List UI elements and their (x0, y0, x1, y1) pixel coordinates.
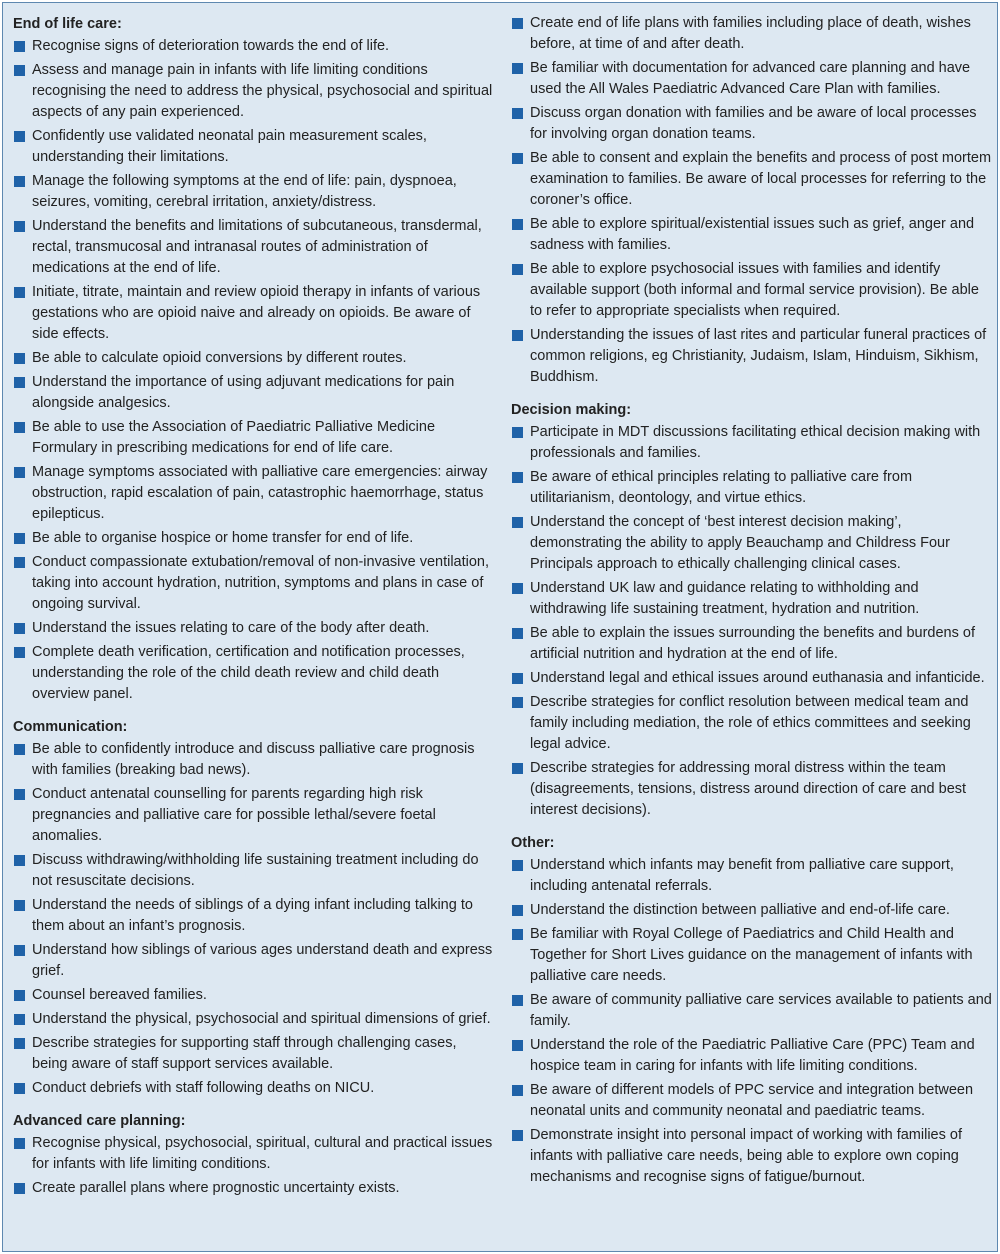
list-item (13, 1009, 495, 1030)
right-column (511, 13, 993, 1191)
square-bullet-icon (14, 221, 25, 232)
square-bullet-icon (14, 900, 25, 911)
list-item (511, 103, 993, 145)
list-item (13, 940, 495, 982)
square-bullet-icon (14, 623, 25, 634)
list-item-text: Understand the benefits and limitations of subcutaneous, transdermal, rectal, transmucosal and intranasal routes of administration of medications at the end of life. (32, 218, 482, 276)
list-item (13, 1133, 495, 1175)
list-item (13, 1078, 495, 1099)
list-item (13, 850, 495, 892)
square-bullet-icon (512, 905, 523, 916)
bullet-list (511, 422, 993, 821)
list-item-text: Conduct debriefs with staff following deaths on NICU. (32, 1080, 375, 1096)
list-item (511, 214, 993, 256)
bullet-list (13, 739, 495, 1099)
list-item (511, 900, 993, 921)
section-heading: Advanced care planning: (13, 1113, 186, 1129)
list-item-text: Be aware of ethical principles relating to palliative care from utilitarianism, deontology, and virtue ethics. (530, 469, 913, 506)
list-item-text: Be able to confidently introduce and discuss palliative care prognosis with families (breaking bad news). (32, 741, 475, 778)
square-bullet-icon (14, 789, 25, 800)
square-bullet-icon (512, 63, 523, 74)
square-bullet-icon (14, 287, 25, 298)
square-bullet-icon (14, 467, 25, 478)
list-item (13, 417, 495, 459)
square-bullet-icon (512, 18, 523, 29)
square-bullet-icon (14, 1183, 25, 1194)
square-bullet-icon (512, 517, 523, 528)
square-bullet-icon (14, 744, 25, 755)
list-item-text: Discuss withdrawing/withholding life sustaining treatment including do not resuscitate decisions. (32, 852, 479, 889)
list-item-text: Manage the following symptoms at the end of life: pain, dyspnoea, seizures, vomiting, cerebral irritation, anxiety/distress. (32, 173, 457, 210)
square-bullet-icon (14, 65, 25, 76)
list-item-text: Be able to explore spiritual/existential issues such as grief, anger and sadness with families. (530, 216, 975, 253)
list-item-text: Understand the needs of siblings of a dying infant including talking to them about an infant’s prognosis. (32, 897, 473, 934)
square-bullet-icon (512, 264, 523, 275)
list-item-text: Understand the importance of using adjuvant medications for pain alongside analgesics. (32, 374, 455, 411)
square-bullet-icon (512, 427, 523, 438)
list-item-text: Complete death verification, certification and notification processes, understanding the role of the child death review and child death overview panel. (32, 644, 465, 702)
list-item-text: Be able to explain the issues surrounding the benefits and burdens of artificial nutrition and hydration at the end of life. (530, 625, 975, 662)
list-item (13, 1178, 495, 1199)
square-bullet-icon (512, 860, 523, 871)
list-item-text: Understand UK law and guidance relating to withholding and withdrawing life sustaining treatment, hydration and nutrition. (530, 580, 920, 617)
list-item-text: Understanding the issues of last rites and particular funeral practices of common religions, eg Christianity, Judaism, Islam, Hinduism, Sikhism, Buddhism. (530, 327, 987, 385)
section-communication (13, 716, 495, 1099)
list-item (13, 171, 495, 213)
square-bullet-icon (14, 1138, 25, 1149)
list-item-text: Be able to use the Association of Paediatric Palliative Medicine Formulary in prescribing medications for end of life care. (32, 419, 436, 456)
list-item (511, 692, 993, 755)
list-item (511, 259, 993, 322)
list-item-text: Recognise physical, psychosocial, spiritual, cultural and practical issues for infants with life limiting conditions. (32, 1135, 493, 1172)
list-item-text: Counsel bereaved families. (32, 987, 207, 1003)
list-item-text: Understand the role of the Paediatric Palliative Care (PPC) Team and hospice team in caring for infants with life limiting conditions. (530, 1037, 975, 1074)
list-item-text: Manage symptoms associated with palliative care emergencies: airway obstruction, rapid escalation of pain, catastrophic haemorrhage, status epilepticus. (32, 464, 488, 522)
section-decision-making (511, 399, 993, 821)
square-bullet-icon (14, 533, 25, 544)
list-item-text: Understand the physical, psychosocial and spiritual dimensions of grief. (32, 1011, 491, 1027)
section-heading: Other: (511, 835, 555, 851)
square-bullet-icon (14, 945, 25, 956)
square-bullet-icon (14, 855, 25, 866)
square-bullet-icon (14, 377, 25, 388)
square-bullet-icon (14, 353, 25, 364)
list-item-text: Understand the issues relating to care of the body after death. (32, 620, 430, 636)
section-heading: Decision making: (511, 402, 632, 418)
list-item-text: Conduct compassionate extubation/removal of non-invasive ventilation, taking into account hydration, nutrition, symptoms and plans in case of ongoing survival. (32, 554, 490, 612)
left-column (13, 13, 495, 1202)
square-bullet-icon (14, 557, 25, 568)
list-item-text: Describe strategies for addressing moral distress within the team (disagreements, tensions, distress around direction of care and best interest decisions). (530, 760, 967, 818)
square-bullet-icon (512, 219, 523, 230)
list-item (13, 739, 495, 781)
square-bullet-icon (512, 330, 523, 341)
section-other (511, 832, 993, 1188)
list-item-text: Be able to organise hospice or home transfer for end of life. (32, 530, 414, 546)
list-item-text: Understand the concept of ‘best interest decision making’, demonstrating the ability to apply Beauchamp and Childress Four Principals approach to ethically challenging clinical cases. (530, 514, 950, 572)
square-bullet-icon (512, 1040, 523, 1051)
list-item-text: Be aware of community palliative care services available to patients and family. (530, 992, 992, 1029)
list-item-text: Demonstrate insight into personal impact of working with families of infants with palliative care needs, being able to explore own coping mechanisms and recognise signs of fatigue/burnout. (530, 1127, 962, 1185)
list-item-text: Be able to consent and explain the benefits and process of post mortem examination to families. Be aware of local processes for referring to the coroner’s office. (530, 150, 992, 208)
list-item-text: Conduct antenatal counselling for parents regarding high risk pregnancies and palliative care for possible lethal/severe foetal anomalies. (32, 786, 436, 844)
square-bullet-icon (14, 647, 25, 658)
square-bullet-icon (14, 131, 25, 142)
list-item (511, 467, 993, 509)
list-item-text: Describe strategies for supporting staff through challenging cases, being aware of staff support services available. (32, 1035, 457, 1072)
list-item-text: Understand legal and ethical issues around euthanasia and infanticide. (530, 670, 985, 686)
list-item-text: Understand the distinction between palliative and end-of-life care. (530, 902, 950, 918)
list-item (13, 528, 495, 549)
bullet-list (13, 36, 495, 705)
list-item (13, 784, 495, 847)
bullet-list (13, 1133, 495, 1199)
list-item-text: Understand which infants may benefit from palliative care support, including antenatal referrals. (530, 857, 954, 894)
bullet-list (511, 13, 993, 388)
list-item (13, 36, 495, 57)
section-end-of-life-care (13, 13, 495, 705)
list-item (511, 668, 993, 689)
list-item (13, 618, 495, 639)
list-item (511, 13, 993, 55)
square-bullet-icon (14, 1014, 25, 1025)
list-item-text: Participate in MDT discussions facilitating ethical decision making with professionals and families. (530, 424, 981, 461)
list-item (511, 578, 993, 620)
section-advanced-care-planning (13, 1110, 495, 1199)
square-bullet-icon (14, 41, 25, 52)
square-bullet-icon (512, 995, 523, 1006)
square-bullet-icon (512, 673, 523, 684)
list-item (511, 855, 993, 897)
list-item (511, 990, 993, 1032)
square-bullet-icon (512, 697, 523, 708)
list-item-text: Recognise signs of deterioration towards the end of life. (32, 38, 390, 54)
list-item-text: Assess and manage pain in infants with life limiting conditions recognising the need to address the physical, psychosocial and spiritual aspects of any pain experienced. (32, 62, 493, 120)
list-item (511, 422, 993, 464)
square-bullet-icon (512, 929, 523, 940)
list-item-text: Discuss organ donation with families and be aware of local processes for involving organ donation teams. (530, 105, 977, 142)
bullet-list (511, 855, 993, 1188)
list-item (13, 216, 495, 279)
list-item-text: Initiate, titrate, maintain and review opioid therapy in infants of various gestations who are opioid naive and already on opioids. Be aware of side effects. (32, 284, 481, 342)
square-bullet-icon (512, 108, 523, 119)
list-item (13, 552, 495, 615)
competency-box (2, 2, 998, 1252)
square-bullet-icon (512, 628, 523, 639)
list-item-text: Describe strategies for conflict resolution between medical team and family including mediation, the role of ethics committees and seeking legal advice. (530, 694, 971, 752)
list-item (511, 148, 993, 211)
square-bullet-icon (512, 1130, 523, 1141)
list-item (13, 282, 495, 345)
section-continued (511, 13, 993, 388)
list-item (13, 348, 495, 369)
list-item-text: Create parallel plans where prognostic uncertainty exists. (32, 1180, 400, 1196)
list-item-text: Create end of life plans with families including place of death, wishes before, at time of and after death. (530, 15, 971, 52)
section-heading: End of life care: (13, 16, 122, 32)
list-item-text: Be able to calculate opioid conversions by different routes. (32, 350, 407, 366)
list-item (13, 642, 495, 705)
list-item (511, 758, 993, 821)
list-item-text: Understand how siblings of various ages understand death and express grief. (32, 942, 493, 979)
square-bullet-icon (512, 153, 523, 164)
square-bullet-icon (14, 1038, 25, 1049)
list-item-text: Be able to explore psychosocial issues with families and identify available support (both informal and formal service provision). Be able to refer to appropriate specialists when required. (530, 261, 979, 319)
square-bullet-icon (512, 583, 523, 594)
list-item (13, 60, 495, 123)
list-item (511, 325, 993, 388)
list-item (511, 1035, 993, 1077)
square-bullet-icon (14, 176, 25, 187)
list-item (511, 58, 993, 100)
list-item (511, 1080, 993, 1122)
list-item (13, 372, 495, 414)
list-item (13, 985, 495, 1006)
list-item-text: Be familiar with documentation for advanced care planning and have used the All Wales Paediatric Advanced Care Plan with families. (530, 60, 971, 97)
list-item (511, 1125, 993, 1188)
square-bullet-icon (14, 1083, 25, 1094)
square-bullet-icon (512, 1085, 523, 1096)
list-item (13, 462, 495, 525)
section-heading: Communication: (13, 719, 128, 735)
square-bullet-icon (512, 763, 523, 774)
list-item-text: Be familiar with Royal College of Paediatrics and Child Health and Together for Short Lives guidance on the management of infants with palliative care needs. (530, 926, 973, 984)
list-item (511, 512, 993, 575)
list-item (13, 895, 495, 937)
list-item (13, 1033, 495, 1075)
square-bullet-icon (512, 472, 523, 483)
list-item (511, 623, 993, 665)
square-bullet-icon (14, 990, 25, 1001)
list-item-text: Be aware of different models of PPC service and integration between neonatal units and community neonatal and paediatric teams. (530, 1082, 974, 1119)
list-item (13, 126, 495, 168)
list-item (511, 924, 993, 987)
list-item-text: Confidently use validated neonatal pain measurement scales, understanding their limitations. (32, 128, 427, 165)
square-bullet-icon (14, 422, 25, 433)
